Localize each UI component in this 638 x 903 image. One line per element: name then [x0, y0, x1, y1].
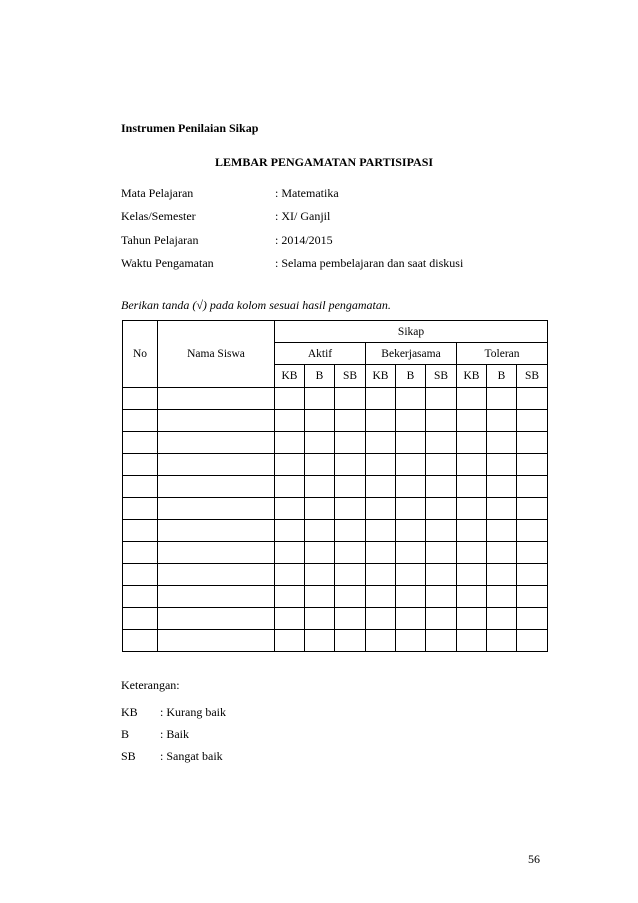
cell-score — [366, 498, 396, 520]
table-row — [123, 520, 548, 542]
cell-student-name — [158, 630, 275, 652]
cell-score — [366, 586, 396, 608]
cell-score — [487, 542, 517, 564]
table-row — [123, 410, 548, 432]
cell-score — [335, 608, 366, 630]
cell-score — [275, 586, 305, 608]
cell-score — [305, 608, 335, 630]
header-scale: B — [305, 365, 335, 388]
cell-student-name — [158, 542, 275, 564]
cell-score — [457, 520, 487, 542]
cell-student-name — [158, 586, 275, 608]
cell-score — [487, 630, 517, 652]
cell-score — [305, 432, 335, 454]
cell-score — [517, 476, 548, 498]
cell-no — [123, 454, 158, 476]
observation-table — [122, 320, 548, 652]
cell-score — [426, 542, 457, 564]
cell-score — [275, 520, 305, 542]
cell-score — [275, 432, 305, 454]
cell-score — [517, 542, 548, 564]
legend-title: Keterangan: — [121, 678, 180, 692]
cell-score — [366, 410, 396, 432]
info-label: Kelas/Semester — [121, 209, 196, 223]
header-scale: B — [487, 365, 517, 388]
cell-score — [305, 410, 335, 432]
cell-score — [457, 586, 487, 608]
cell-score — [487, 564, 517, 586]
cell-student-name — [158, 520, 275, 542]
cell-score — [275, 498, 305, 520]
cell-score — [487, 432, 517, 454]
cell-score — [457, 410, 487, 432]
cell-no — [123, 608, 158, 630]
cell-no — [123, 498, 158, 520]
table-row — [123, 476, 548, 498]
table-row — [123, 542, 548, 564]
cell-score — [396, 498, 426, 520]
cell-score — [305, 454, 335, 476]
cell-score — [457, 476, 487, 498]
cell-no — [123, 476, 158, 498]
cell-score — [487, 498, 517, 520]
cell-score — [275, 564, 305, 586]
cell-score — [275, 542, 305, 564]
legend-code: B — [121, 727, 130, 741]
cell-score — [366, 608, 396, 630]
header-scale: KB — [275, 365, 305, 388]
info-value: : XI/ Ganjil — [275, 209, 331, 223]
cell-score — [275, 454, 305, 476]
cell-score — [335, 520, 366, 542]
cell-score — [457, 498, 487, 520]
cell-score — [305, 630, 335, 652]
table-row — [123, 564, 548, 586]
cell-score — [335, 476, 366, 498]
header-scale: SB — [517, 365, 548, 388]
table-row — [123, 432, 548, 454]
cell-score — [517, 410, 548, 432]
header-scale: KB — [457, 365, 487, 388]
cell-score — [366, 476, 396, 498]
cell-score — [396, 520, 426, 542]
cell-student-name — [158, 432, 275, 454]
table-row — [123, 608, 548, 630]
cell-no — [123, 630, 158, 652]
legend-code: SB — [121, 749, 136, 763]
header-scale: SB — [426, 365, 457, 388]
header-attitude: Sikap — [275, 321, 548, 343]
cell-score — [335, 432, 366, 454]
cell-score — [335, 564, 366, 586]
cell-score — [487, 608, 517, 630]
cell-score — [275, 608, 305, 630]
cell-score — [426, 498, 457, 520]
cell-score — [426, 520, 457, 542]
cell-score — [366, 388, 396, 410]
cell-score — [335, 630, 366, 652]
table-row — [123, 630, 548, 652]
cell-score — [457, 564, 487, 586]
cell-score — [487, 388, 517, 410]
cell-no — [123, 410, 158, 432]
cell-score — [517, 586, 548, 608]
cell-score — [517, 608, 548, 630]
cell-student-name — [158, 476, 275, 498]
cell-score — [335, 410, 366, 432]
cell-score — [305, 388, 335, 410]
cell-score — [487, 586, 517, 608]
cell-score — [517, 454, 548, 476]
cell-score — [457, 630, 487, 652]
cell-score — [275, 476, 305, 498]
cell-score — [426, 630, 457, 652]
cell-score — [487, 520, 517, 542]
cell-score — [426, 476, 457, 498]
cell-score — [517, 520, 548, 542]
cell-score — [426, 432, 457, 454]
cell-no — [123, 520, 158, 542]
instruction-text: Berikan tanda (√) pada kolom sesuai hasil pengamatan. — [121, 298, 391, 312]
cell-score — [487, 476, 517, 498]
cell-score — [396, 608, 426, 630]
cell-score — [426, 564, 457, 586]
cell-score — [275, 630, 305, 652]
info-value: : Selama pembelajaran dan saat diskusi — [275, 256, 464, 270]
cell-score — [487, 410, 517, 432]
table-row — [123, 586, 548, 608]
info-label: Tahun Pelajaran — [121, 233, 199, 247]
legend-code: KB — [121, 705, 138, 719]
page-number: 56 — [528, 852, 540, 866]
cell-score — [366, 432, 396, 454]
cell-score — [275, 410, 305, 432]
info-label: Waktu Pengamatan — [121, 256, 214, 270]
cell-score — [426, 586, 457, 608]
cell-score — [335, 498, 366, 520]
cell-no — [123, 388, 158, 410]
cell-score — [457, 432, 487, 454]
cell-student-name — [158, 388, 275, 410]
cell-score — [396, 630, 426, 652]
table-row — [123, 454, 548, 476]
table-row — [123, 498, 548, 520]
cell-score — [305, 542, 335, 564]
cell-score — [305, 476, 335, 498]
cell-student-name — [158, 608, 275, 630]
legend-desc: : Sangat baik — [160, 749, 223, 763]
cell-no — [123, 542, 158, 564]
cell-score — [335, 586, 366, 608]
cell-score — [517, 564, 548, 586]
cell-score — [366, 520, 396, 542]
cell-score — [426, 608, 457, 630]
header-no: No — [123, 321, 158, 388]
cell-score — [487, 454, 517, 476]
cell-score — [396, 586, 426, 608]
legend-desc: : Kurang baik — [160, 705, 226, 719]
cell-score — [366, 564, 396, 586]
header-aspect-cooperation: Bekerjasama — [366, 343, 457, 365]
cell-score — [275, 388, 305, 410]
header-scale: KB — [366, 365, 396, 388]
cell-score — [426, 388, 457, 410]
header-scale: B — [396, 365, 426, 388]
cell-score — [396, 410, 426, 432]
table-body — [123, 388, 548, 652]
header-student-name: Nama Siswa — [158, 321, 275, 388]
cell-score — [396, 564, 426, 586]
cell-score — [366, 454, 396, 476]
cell-score — [457, 608, 487, 630]
info-label: Mata Pelajaran — [121, 186, 194, 200]
cell-score — [426, 454, 457, 476]
cell-score — [396, 542, 426, 564]
cell-score — [305, 520, 335, 542]
document-title: LEMBAR PENGAMATAN PARTISIPASI — [215, 155, 434, 169]
cell-score — [517, 630, 548, 652]
cell-score — [396, 388, 426, 410]
header-aspect-active: Aktif — [275, 343, 366, 365]
cell-score — [517, 432, 548, 454]
cell-score — [426, 410, 457, 432]
header-scale: SB — [335, 365, 366, 388]
cell-student-name — [158, 410, 275, 432]
cell-score — [335, 388, 366, 410]
section-heading: Instrumen Penilaian Sikap — [121, 121, 259, 135]
cell-score — [366, 630, 396, 652]
cell-score — [517, 498, 548, 520]
cell-score — [457, 454, 487, 476]
info-value: : 2014/2015 — [275, 233, 333, 247]
cell-score — [305, 498, 335, 520]
cell-score — [396, 454, 426, 476]
cell-score — [517, 388, 548, 410]
cell-student-name — [158, 454, 275, 476]
cell-score — [366, 542, 396, 564]
cell-score — [335, 454, 366, 476]
cell-no — [123, 432, 158, 454]
table-row — [123, 388, 548, 410]
cell-score — [396, 476, 426, 498]
cell-score — [305, 586, 335, 608]
info-value: : Matematika — [275, 186, 339, 200]
cell-no — [123, 586, 158, 608]
cell-no — [123, 564, 158, 586]
cell-score — [396, 432, 426, 454]
cell-student-name — [158, 498, 275, 520]
legend-desc: : Baik — [160, 727, 189, 741]
cell-student-name — [158, 564, 275, 586]
header-aspect-tolerance: Toleran — [457, 343, 548, 365]
cell-score — [335, 542, 366, 564]
cell-score — [457, 388, 487, 410]
cell-score — [457, 542, 487, 564]
cell-score — [305, 564, 335, 586]
